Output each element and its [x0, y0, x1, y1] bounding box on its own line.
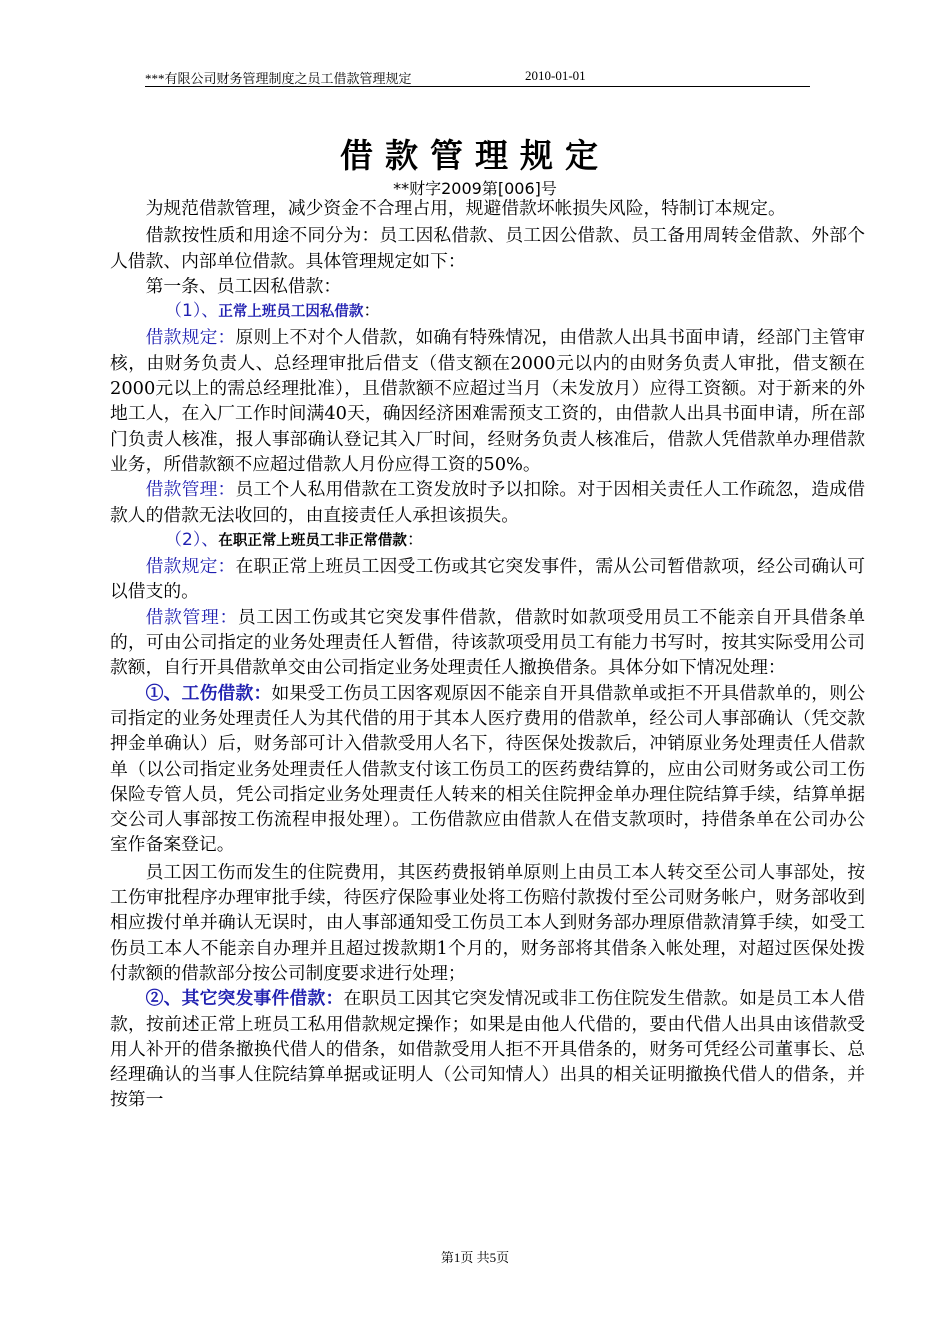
label-loan-management-2: 借款管理：: [145, 606, 238, 628]
paragraph-loan-management-1: [110, 477, 865, 528]
header-doc-title: ***有限公司财务管理制度之员工借款管理规定: [145, 71, 412, 86]
text-loan-management: 员工个人私用借款在工资发放时予以扣除。对于因相关责任人工作疏忽，造成借款人的借款无法收回的，由直接责任人承担该损失。: [110, 479, 865, 526]
label-loan-rules: 借款规定：: [145, 327, 236, 349]
label-emergency-loan: ②、其它突发事件借款：: [145, 988, 344, 1010]
section-1-number: （1）、: [165, 301, 219, 322]
paragraph-injury-loan: [110, 681, 865, 858]
text-emergency-loan: 在职员工因其它突发情况或非工伤住院发生借款。如是员工本人借款，按前述正常上班员工私用借款规定操作；如果是由他人代借的，要由代借人出具由该借款受用人补开的借条撤换代借人的借条，如借款受用人拒不开具借条的，财务可凭经公司董事长、总经理确认的当事人住院结算单据或证明人（公司知情人）出具的相关证明撤换代借人的借条，并按第一: [110, 988, 865, 1111]
paragraph-emergency-loan: [110, 986, 865, 1112]
section-1-heading: [110, 299, 865, 325]
header-date: 2010-01-01: [525, 68, 586, 83]
section-1-caption: 正常上班员工因私借款: [218, 304, 364, 321]
section-2-colon: ：: [406, 529, 424, 550]
paragraph-injury-hospital: 员工因工伤而发生的住院费用，其医药费报销单原则上由员工本人转交至公司人事部处，按工伤审批程序办理审批手续，待医疗保险事业处将工伤赔付款拨付至公司财务帐户，财务部收到相应拨付单并确认无误时，由人事部通知受工伤员工本人到财务部办理原借款清算手续，如受工伤员工本人不能亲自办理并且超过拨款期1个月的，财务部将其借条入帐处理，对超过医保处拨付款额的借款部分按公司制度要求进行处理；: [110, 861, 865, 984]
page-footer: 第1页 共5页: [440, 1250, 510, 1265]
text-loan-rules: 原则上不对个人借款，如确有特殊情况，由借款人出具书面申请，经部门主管审核，由财务负责人、总经理审批后借支（借支额在2000元以内的由财务负责人审批，借支额在2000元以上的需总经理批准），且借款额不应超过当月（未发放月）应得工资额。对于新来的外地工人，在入厂工作时间满40天，确因经济困难需预支工资的，由借款人出具书面申请，所在部门负责人核准，报人事部确认登记其入厂时间，经财务负责人核准后，借款人凭借款单办理借款业务，所借款额不应超过借款人月份应得工资的50%。: [110, 327, 865, 475]
paragraph-loan-rules-2: [110, 554, 865, 605]
document-body: [110, 196, 865, 1113]
paragraph-loan-management-2: [110, 605, 865, 681]
section-2-caption: 在职正常上班员工非正常借款: [218, 532, 407, 549]
text-loan-management-2: 员工因工伤或其它突发事件借款，借款时如款项受用员工不能亲自开具借条单的，可由公司指定的业务处理责任人暂借，待该款项受用员工有能力书写时，按其实际受用公司款额，自行开具借款单交由公司指定业务处理责任人撤换借条。具体分如下情况处理：: [110, 606, 865, 679]
label-injury-loan: ①、工伤借款：: [145, 682, 272, 704]
label-loan-management: 借款管理：: [145, 479, 236, 501]
article-1-heading: 第一条、员工因私借款：: [145, 275, 342, 297]
paragraph-categories: 借款按性质和用途不同分为：员工因私借款、员工因公借款、员工备用周转金借款、外部个人借款、内部单位借款。具体管理规定如下：: [110, 225, 865, 272]
label-loan-rules-2: 借款规定：: [145, 556, 236, 578]
document-number: **财字2009第[006]号: [393, 179, 557, 198]
text-loan-rules-2: 在职正常上班员工因受工伤或其它突发事件，需从公司暂借款项，经公司确认可以借支的。: [110, 556, 865, 603]
section-1-colon: ：: [363, 301, 381, 322]
paragraph-purpose: 为规范借款管理，减少资金不合理占用，规避借款坏帐损失风险，特制订本规定。: [145, 198, 786, 219]
section-2-number: （2）、: [165, 529, 219, 550]
section-2-heading: [110, 528, 865, 554]
paragraph-loan-rules-1: [110, 325, 865, 477]
page-header: [145, 66, 810, 87]
text-injury-loan: 如果受工伤员工因客观原因不能亲自开具借款单或拒不开具借款单的，则公司指定的业务处理责任人为其代借的用于其本人医疗费用的借款单，经公司人事部确认（凭交款押金单确认）后，财务部可计入借款受用人名下，待医保处拨款后，冲销原业务处理责任人借款单（以公司指定业务处理责任人借款支付该工伤员工的医药费结算的，应由公司财务或公司工伤保险专管人员，凭公司指定业务处理责任人转来的相关住院押金单办理住院结算手续，结算单据交公司人事部按工伤流程申报处理）。工伤借款应由借款人在借支款项时，持借条单在公司办公室作备案登记。: [110, 682, 865, 856]
document-title: 借款管理规定: [340, 136, 610, 175]
